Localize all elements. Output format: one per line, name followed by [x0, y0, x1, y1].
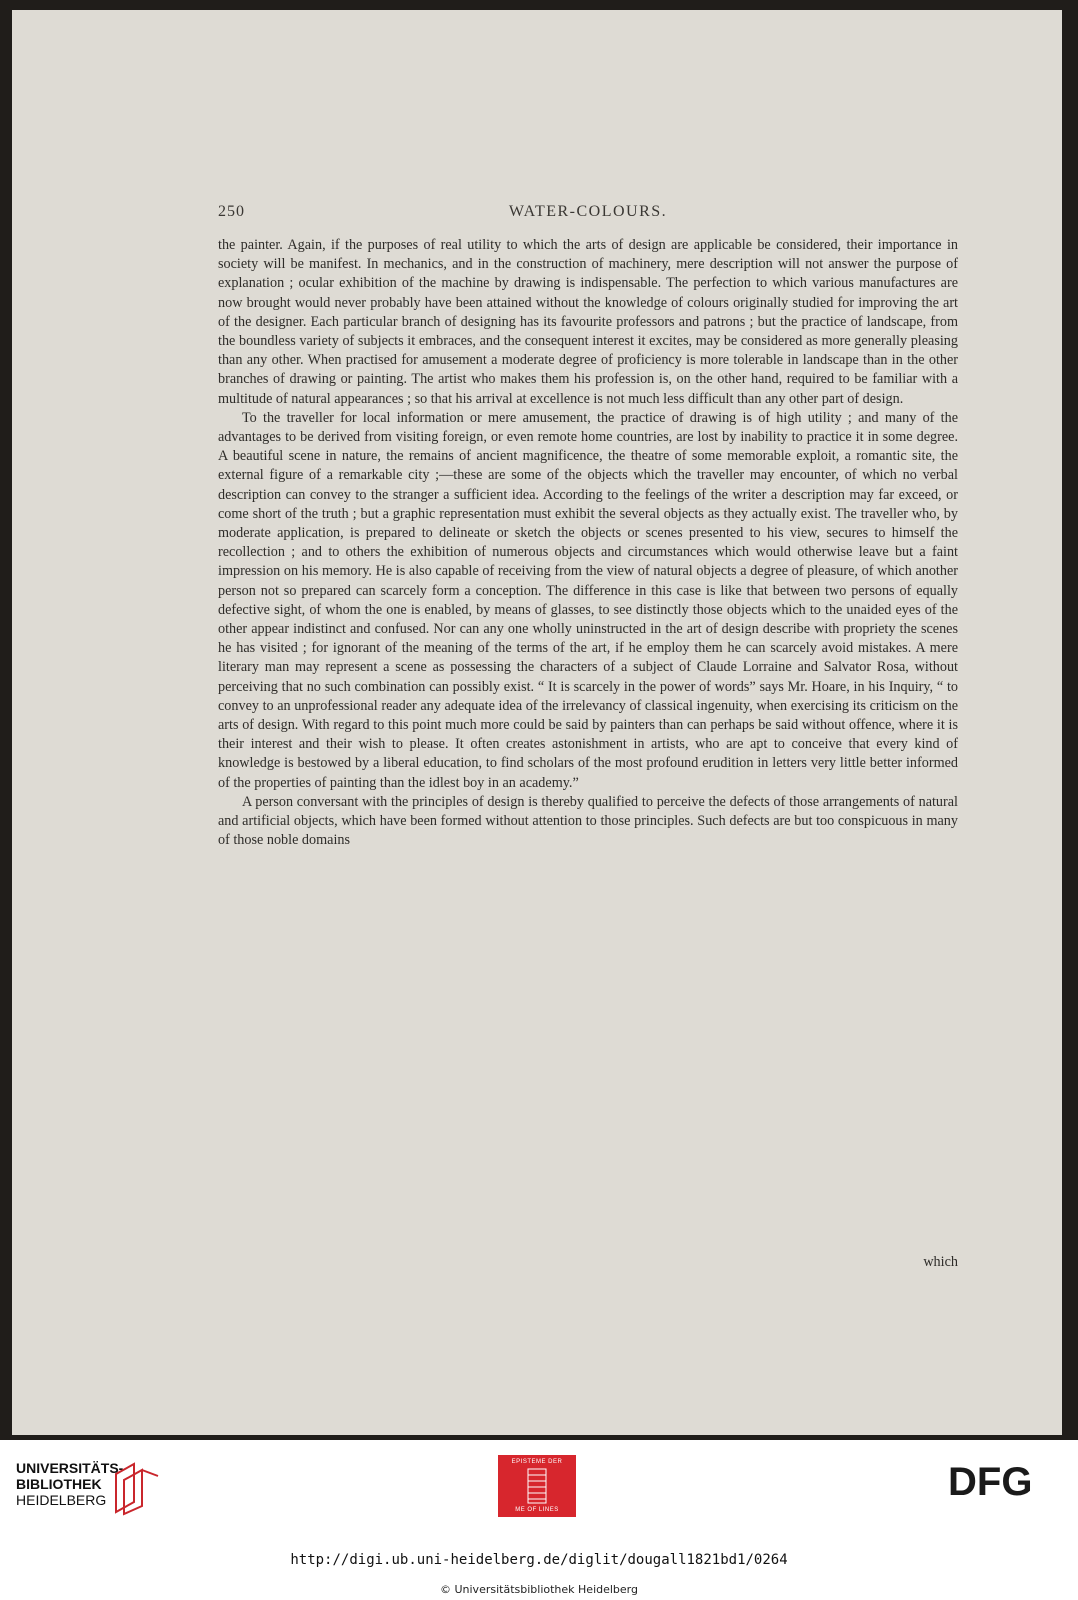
catchword: which — [923, 1254, 958, 1270]
page-number: 250 — [218, 203, 245, 220]
paragraph-3: A person conversant with the principles of design is thereby qualified to perceive the defects of those arrangements of natural and artificial objects, which have been formed without attention to those principles. Such defects are but too conspicuous in many of those noble domains — [218, 793, 958, 849]
page-header — [218, 203, 958, 225]
running-head: WATER-COLOURS. — [508, 203, 668, 220]
body-text — [218, 236, 958, 851]
university-library-logo[interactable] — [16, 1460, 156, 1520]
episteme-logo[interactable] — [498, 1455, 576, 1517]
dfg-text: DFG — [948, 1460, 1033, 1504]
library-name-line1: UNIVERSITÄTS- — [16, 1460, 124, 1476]
library-mark-icon — [112, 1462, 162, 1516]
paragraph-2: To the traveller for local information or mere amusement, the practice of drawing is of high utility ; and many of the advantages to be derived from visiting foreign, or even remote home countries, are lost by inability to practice it in some degree. A beautiful scene in nature, the remains of ancient magnificence, the theatre of some memorable exploit, a romantic site, the external figure of a remarkable city ;—these are some of the objects which the traveller may encounter, of which no verbal description can convey to the stranger a sufficient idea. According to the feelings of the writer a description may far exceed, or come short of the truth ; but a graphic representation must exhibit the several objects as they actually exist. The traveller who, by moderate application, is prepared to delineate or sketch the objects or scenes presented to his view, secures to himself the recollection ; and to others the exhibition of numerous objects and circumstances which would otherwise leave but a faint impression on his memory. He is also capable of receiving from the view of natural objects a degree of pleasure, of which another person not so prepared can scarcely form a conception. The difference in this case is like that between two persons of equally defective sight, of whom the one is enabled, by means of glasses, to see distinctly those objects which to the unaided eyes of the other appear indistinct and confused. Nor can any one wholly uninstructed in the art of design describe with propriety the scenes he has visited ; for ignorant of the meaning of the terms of the art, if he employ them he can scarcely avoid mistakes. A mere literary man may represent a scene as possessing the characters of a subject of Claude Lorraine and Salvator Rosa, without perceiving that no such combination can possibly exist. “ It is scarcely in the power of words” says Mr. Hoare, in his Inquiry, “ to convey to an unprofessional reader any adequate idea of the irrelevancy of classical ingenuity, when exercising its criticism on the arts of design. With regard to this point much more could be said by painters than can perhaps be said without offence, where it is their interest and their wish to please. It often creates astonishment in artists, who are apt to conceive that every kind of knowledge is bestowed by a liberal education, to find scholars of the most profound erudition in letters very little better informed of the properties of painting than the idlest boy in an academy.” — [218, 409, 958, 791]
dfg-logo[interactable] — [948, 1455, 1064, 1505]
copyright-notice: © Universitätsbibliothek Heidelberg — [439, 1583, 638, 1596]
library-name-line2: BIBLIOTHEK — [16, 1476, 102, 1492]
episteme-bottom-text: ME OF LINES — [515, 1507, 559, 1513]
footer-bar — [0, 1440, 1078, 1600]
episteme-top-text: EPISTEME DER — [511, 1459, 563, 1465]
paragraph-1: the painter. Again, if the purposes of real utility to which the arts of design are applicable be considered, their importance in society will be manifest. In mechanics, and in the construction of machinery, mere description will not answer the purpose of explanation ; ocular exhibition of the machine by drawing is indispensable. The perfection to which various manufactures are now brought would never probably have been attained without the knowledge of colours originally studied for improving the art of the designer. Each particular branch of designing has its favourite professors and patrons ; but the practice of landscape, from the boundless variety of subjects it embraces, and the consequent interest it excites, may be considered as more generally pleasing than any other. When practised for amusement a moderate degree of proficiency is more tolerable in landscape than in the other branches of drawing or painting. The artist who makes them his profession is, on the other hand, required to be familiar with a multitude of natural appearances ; so that his arrival at excellence is not much less difficult than any other part of design. — [218, 237, 958, 407]
library-name-line3: HEIDELBERG — [16, 1492, 107, 1508]
source-url-link[interactable]: http://digi.ub.uni-heidelberg.de/diglit/dougall1821bd1/0264 — [290, 1552, 788, 1568]
